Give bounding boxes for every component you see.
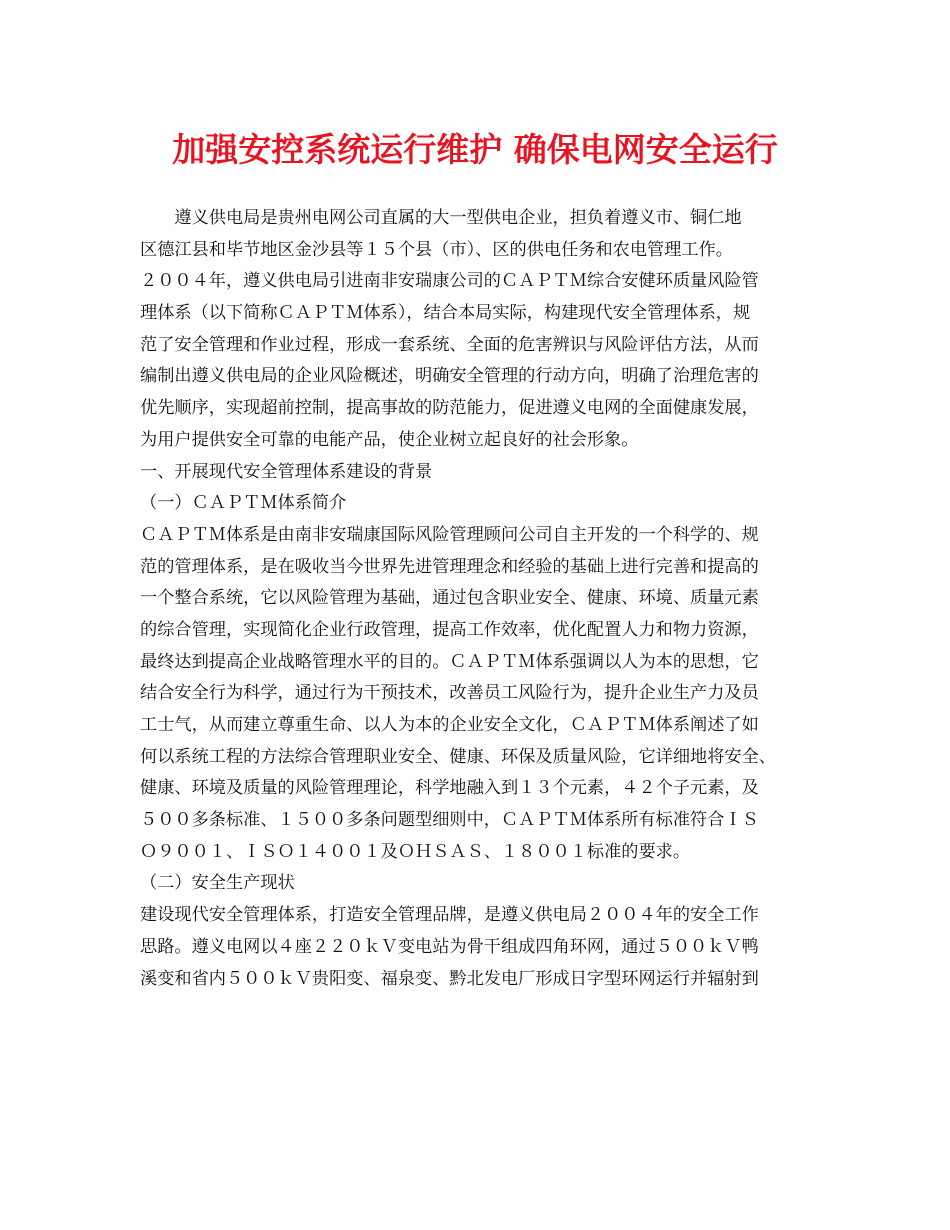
text-line: 何以系统工程的方法综合管理职业安全、健康、环保及质量风险，它详细地将安全、 xyxy=(140,746,776,767)
text-line: 溪变和省内５００ｋＶ贵阳变、福泉变、黔北发电厂形成日字型环网运行并辐射到 xyxy=(140,968,759,989)
text-line: （一）ＣＡＰＴＭ体系简介 xyxy=(140,493,347,514)
text-line: 最终达到提高企业战略管理水平的目的。ＣＡＰＴＭ体系强调以人为本的思想，它 xyxy=(140,651,759,672)
document-title: 加强安控系统运行维护 确保电网安全运行 xyxy=(172,130,778,169)
text-line: 区德江县和毕节地区金沙县等１５个县（市）、区的供电任务和农电管理工作。 xyxy=(140,239,733,260)
text-line: 范了安全管理和作业过程，形成一套系统、全面的危害辨识与风险评估方法，从而 xyxy=(140,334,759,355)
text-line: 工士气，从而建立尊重生命、以人为本的企业安全文化，ＣＡＰＴＭ体系阐述了如 xyxy=(140,715,759,735)
text-line: 优先顺序，实现超前控制，提高事故的防范能力，促进遵义电网的全面健康发展， xyxy=(140,398,759,419)
text-line: 结合安全行为科学，通过行为干预技术，改善员工风险行为，提升企业生产力及员 xyxy=(140,683,759,704)
text-line: 编制出遵义供电局的企业风险概述，明确安全管理的行动方向，明确了治理危害的 xyxy=(140,366,759,387)
text-line: 为用户提供安全可靠的电能产品，使企业树立起良好的社会形象。 xyxy=(140,429,639,450)
text-line: 遵义供电局是贵州电网公司直属的大一型供电企业，担负着遵义市、铜仁地 xyxy=(140,208,742,228)
text-line: 的综合管理，实现简化企业行政管理，提高工作效率，优化配置人力和物力资源， xyxy=(140,619,759,640)
text-line: ５００多条标准、１５００多条问题型细则中，ＣＡＰＴＭ体系所有标准符合ＩＳ xyxy=(140,810,759,831)
text-line: ２００４年，遵义供电局引进南非安瑞康公司的ＣＡＰＴＭ综合安健环质量风险管 xyxy=(140,271,759,292)
text-line: 一个整合系统，它以风险管理为基础，通过包含职业安全、健康、环境、质量元素 xyxy=(140,588,759,609)
text-line: 健康、环境及质量的风险管理理论，科学地融入到１３个元素，４２个子元素，及 xyxy=(140,778,759,799)
text-line: Ｏ９００１、ＩＳＯ１４００１及ＯＨＳＡＳ、１８００１标准的要求。 xyxy=(140,841,691,862)
text-line: 理体系（以下简称ＣＡＰＴＭ体系），结合本局实际，构建现代安全管理体系，规 xyxy=(140,303,751,324)
text-line: 思路。遵义电网以４座２２０ｋＶ变电站为骨干组成四角环网，通过５００ｋＶ鸭 xyxy=(140,936,759,957)
text-line: （二）安全生产现状 xyxy=(140,873,295,894)
text-line: 范的管理体系，是在吸收当今世界先进管理理念和经验的基础上进行完善和提高的 xyxy=(140,556,759,577)
text-line: 建设现代安全管理体系，打造安全管理品牌，是遵义供电局２００４年的安全工作 xyxy=(140,905,759,926)
document-body xyxy=(140,203,830,995)
text-line: ＣＡＰＴＭ体系是由南非安瑞康国际风险管理顾问公司自主开发的一个科学的、规 xyxy=(140,524,759,545)
text-line: 一、开展现代安全管理体系建设的背景 xyxy=(140,461,433,482)
